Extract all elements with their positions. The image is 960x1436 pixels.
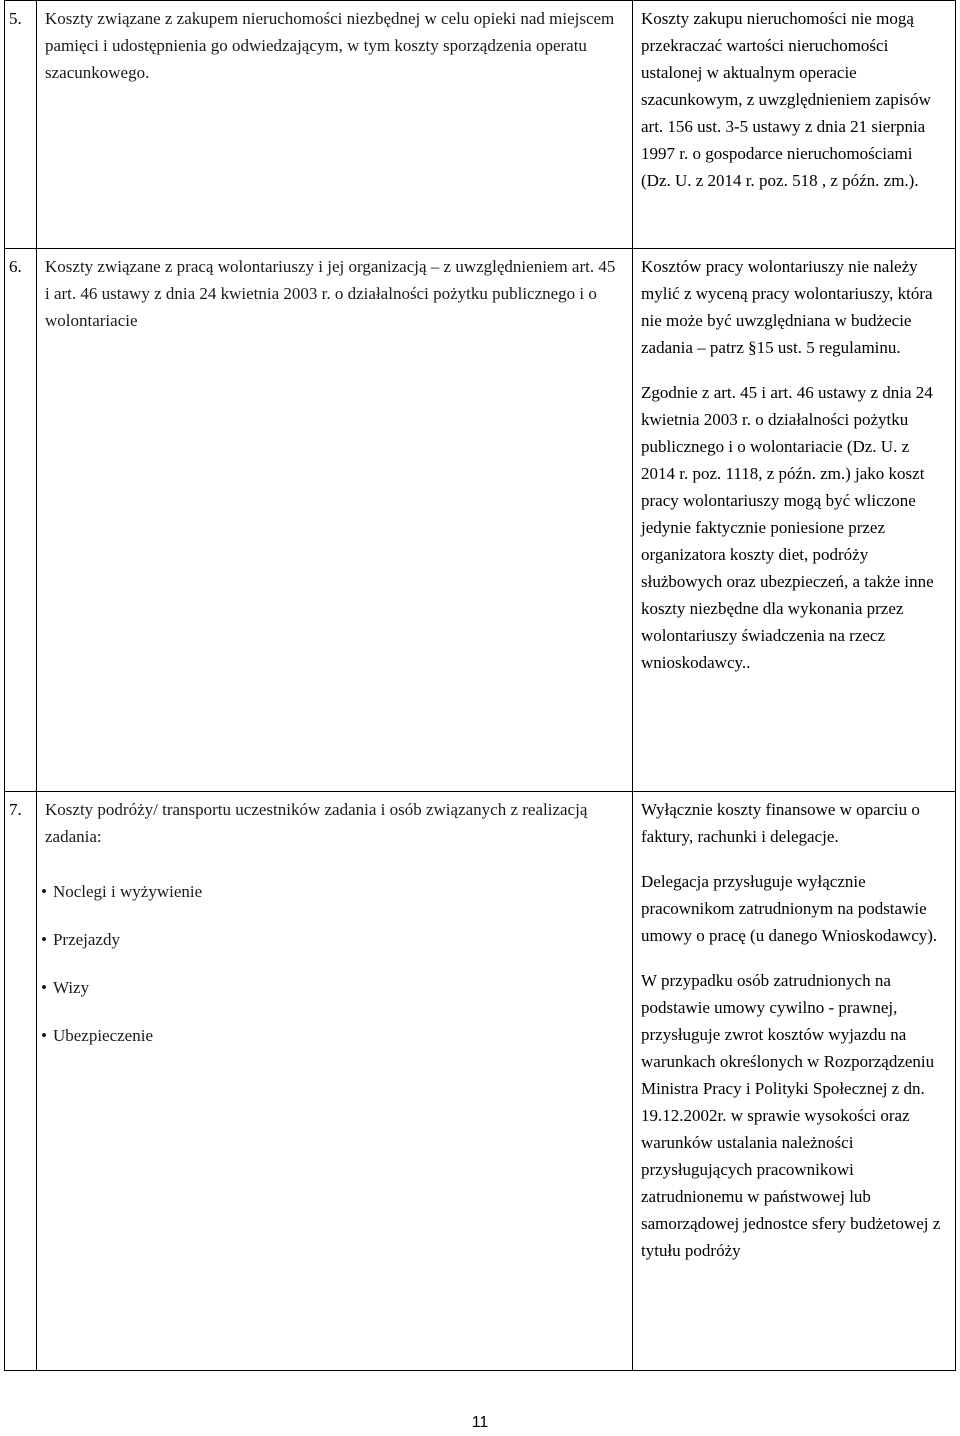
row-number: 7. bbox=[9, 800, 22, 819]
row-description: Koszty związane z zakupem nieruchomości niezbędnej w celu opieki nad miejscem pamięci i udostępnienia go odwiedzającym, w tym koszty sporządzenia operatu szacunkowego. bbox=[45, 9, 615, 82]
row-note: W przypadku osób zatrudnionych na podstawie umowy cywilno - prawnej, przysługuje zwrot kosztów wyjazdu na warunkach określonych w Rozporządzeniu Ministra Pracy i Polityki Społecznej z dn. 19.12.2002r. w sprawie wysokości oraz warunków ustalania należności przysługujących pracownikowi zatrudnionemu w państwowej lub samorządowej jednostce sfery budżetowej z tytułu podróży bbox=[641, 971, 941, 1260]
description-cell bbox=[37, 792, 633, 1371]
cost-table bbox=[4, 0, 956, 1371]
row-description: Koszty podróży/ transportu uczestników zadania i osób związanych z realizacją zadania: bbox=[45, 800, 588, 846]
page-number: 11 bbox=[471, 1414, 489, 1431]
row-note: Koszty zakupu nieruchomości nie mogą przekraczać wartości nieruchomości ustalonej w aktualnym operacie szacunkowym, z uwzględnieniem zapisów art. 156 ust. 3-5 ustawy z dnia 21 sierpnia 1997 r. o gospodarce nieruchomościami (Dz. U. z 2014 r. poz. 518 , z późn. zm.). bbox=[641, 9, 931, 190]
description-cell bbox=[37, 249, 633, 792]
notes-cell bbox=[633, 792, 956, 1371]
table-row bbox=[5, 249, 956, 792]
description-cell bbox=[37, 1, 633, 249]
list-item: • Wizy bbox=[37, 964, 632, 1012]
row-number: 6. bbox=[9, 257, 22, 276]
row-number: 5. bbox=[9, 9, 22, 28]
row-number-cell bbox=[5, 249, 37, 792]
row-note: Kosztów pracy wolontariuszy nie należy mylić z wyceną pracy wolontariuszy, która nie może być uwzględniana w budżecie zadania – patrz §15 ust. 5 regulaminu. bbox=[641, 257, 933, 357]
bullet-list bbox=[37, 868, 632, 1060]
notes-cell bbox=[633, 249, 956, 792]
row-number-cell bbox=[5, 1, 37, 249]
table-row bbox=[5, 792, 956, 1371]
list-item: • Noclegi i wyżywienie bbox=[37, 868, 632, 916]
notes-cell bbox=[633, 1, 956, 249]
row-note: Delegacja przysługuje wyłącznie pracownikom zatrudnionym na podstawie umowy o pracę (u danego Wnioskodawcy). bbox=[641, 872, 938, 945]
list-item: • Przejazdy bbox=[37, 916, 632, 964]
row-description: Koszty związane z pracą wolontariuszy i jej organizacją – z uwzględnieniem art. 45 i art. 46 ustawy z dnia 24 kwietnia 2003 r. o działalności pożytku publicznego i o wolontariacie bbox=[45, 257, 616, 330]
list-item: • Ubezpieczenie bbox=[37, 1012, 632, 1060]
row-note: Zgodnie z art. 45 i art. 46 ustawy z dnia 24 kwietnia 2003 r. o działalności pożytku publicznego i o wolontariacie (Dz. U. z 2014 r. poz. 1118, z późn. zm.) jako koszt pracy wolontariuszy mogą być wliczone jedynie faktycznie poniesione przez organizatora koszty diet, podróży służbowych oraz ubezpieczeń, a także inne koszty niezbędne dla wykonania przez wolontariuszy świadczenia na rzecz wnioskodawcy.. bbox=[641, 383, 934, 672]
row-number-cell bbox=[5, 792, 37, 1371]
table-row bbox=[5, 1, 956, 249]
row-note: Wyłącznie koszty finansowe w oparciu o faktury, rachunki i delegacje. bbox=[641, 800, 920, 846]
